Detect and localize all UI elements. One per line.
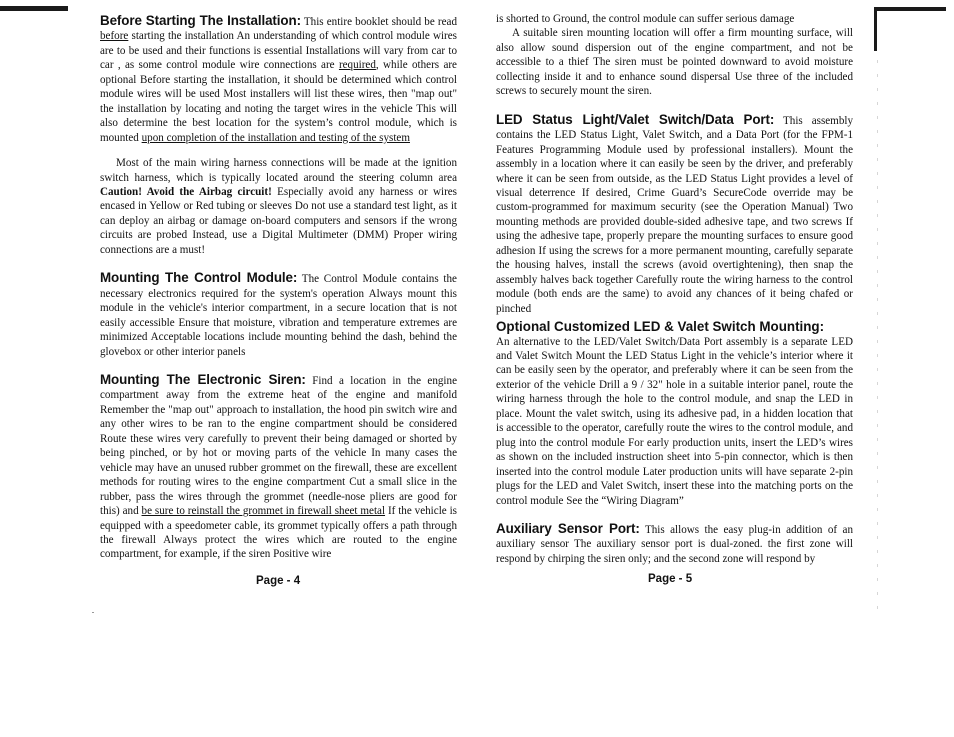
body-text: starting the installation An understanding of which control module wires are to be used and their functions is essential Installations will vary from car to car , as some control module wire connections are <box>100 30 457 72</box>
section-electronic-siren <box>100 373 457 562</box>
section-heading: Before Starting The Installation: <box>100 13 301 28</box>
emphasis-text: upon completion of the installation and testing of the system <box>141 131 410 144</box>
siren-continued-text: is shorted to Ground, the control module can suffer serious damage <box>496 13 795 25</box>
emphasis-text: required <box>338 59 376 72</box>
body-text: Find a location in the engine compartment away from the extreme heat of the engine and manifold Remember the "map out" approach to installation, the hood pin switch wire and any other wires to be ran to the engine compartment should be considered Route these wires very carefully to prevent their being damaged or shorted by being pinched, or by hot or moving parts of the vehicle In many cases the vehicle may have an unused rubber grommet on the firewall, these are excellent methods for routing wires to the engine compartment Cut a small slice in the rubber, pass the wires through the grommet (needle-nose pliers are good for this) and <box>100 374 457 518</box>
section-heading: Mounting The Electronic Siren: <box>100 371 306 387</box>
body-text: This assembly contains the LED Status Light, Valet Switch, and a Data Port (for the FPM-1 Features Programming Module used by professional installers). Mount the assembly in a location where it can easily be seen by the driver, and preferably where it can be seen from outside, as the LED Status Light provides a level of visual deterrence If desired, Crime Guard’s SecureCode override may be custom-programmed for maximum security (see the Operation Manual) Two mounting methods are provided double-sided adhesive tape, and two screws If using the adhesive tape, properly prepare the mounting surfaces to ensure good adhesion If using the screws for a more permanent mounting, carefully separate the housing halves, install the screws (avoid overtightening), then snap the assembly halves back together Carefully route the wiring harness to the control module (both ends are the same) to avoid any chances of it being chafed or pinched <box>496 114 853 315</box>
section-heading: LED Status Light/Valet Switch/Data Port: <box>496 111 775 127</box>
section-heading: Mounting The Control Module: <box>100 270 298 286</box>
section-before-starting <box>100 14 457 145</box>
page-edge-shadow <box>877 60 878 620</box>
emphasis-text: be sure to reinstall the grommet in firewall sheet metal <box>141 505 386 518</box>
scan-speck <box>92 612 94 613</box>
caution-text: Caution! Avoid the Airbag circuit! <box>100 185 272 198</box>
left-page-column <box>100 14 457 562</box>
body-text: Especially avoid any harness or wires encased in Yellow or Red tubing or sleeves Do not use a standard test light, as it can deploy an airbag or damage on-board computers and sensors if the wrong circuits are probed Instead, use a Digital Multimeter (DMM) Proper wiring connections are a must! <box>100 185 457 256</box>
body-text: Most of the main wiring harness connections will be made at the ignition switch harness, which is typically located around the steering column area <box>100 157 457 184</box>
section-control-module <box>100 271 457 359</box>
body-text: This entire booklet should be read <box>300 16 458 28</box>
section-optional-led-text: An alternative to the LED/Valet Switch/Data Port assembly is a separate LED and Valet Switch Mount the LED Status Light in the vehicle’s interior where it can be easily seen by the operator, and preferably where it can be seen from the exterior of the vehicle Drill a 9 / 32" hole in a suitable interior panel, route the wiring harness through the hole to the control module, and snap the LED in place. Mount the valet switch, using its adhesive pad, in a hidden location that is accessible to the operator, carefully route the wires to the control module, and plug into the control module For early production units, insert the LED’s wires as shown on the included instruction sheet into 5-pin connector, which is then inserted into the control module Later production units will have separate 2-pin plugs for the LED and Valet Switch, insert these into the matching ports on the control module See the “Wiring Diagram” <box>496 335 853 507</box>
section-auxiliary-sensor <box>496 522 853 566</box>
section-led-status <box>496 113 853 316</box>
paragraph-ignition-harness <box>100 156 457 257</box>
right-page-column <box>496 12 853 566</box>
scan-corner-mark-vertical <box>874 7 877 51</box>
page-number-right: Page - 5 <box>648 573 693 585</box>
page-number-left: Page - 4 <box>256 575 301 587</box>
scan-corner-mark <box>874 7 946 11</box>
body-text: The Control Module contains the necessary electronics required for the system's operation Always mount this module in the vehicle's interior compartment, in a secure location that is not easily accessible Ensure that moisture, vibration and temperature extremes are minimized Acceptable locations include mounting behind the dash, behind the glovebox or other interior panels <box>100 273 457 358</box>
section-heading: Auxiliary Sensor Port: <box>496 520 640 536</box>
emphasis-text: before <box>100 30 129 43</box>
scan-edge-mark-left <box>0 6 68 11</box>
section-heading: Optional Customized LED & Valet Switch Mounting: <box>496 319 825 335</box>
body-text: If the vehicle is equipped with a speedometer cable, its grommet typically offers a path through the firewall Always protect the wires which are routed to the engine compartment, for example, if the siren Positive wire <box>100 505 457 561</box>
siren-mounting-paragraph: A suitable siren mounting location will offer a firm mounting surface, will also allow sound dispersion out of the engine compartment, and not be accessible to a thief The siren must be pointed downward to avoid moisture collecting inside it and to enhance sound dispersal Use three of the included screws to securely mount the siren. <box>496 27 853 98</box>
body-text: This allows the easy plug-in addition of an auxiliary sensor The auxiliary sensor port is dual-zoned. the first zone will respond by chirping the siren only; and the second zone will respond by <box>496 523 853 565</box>
body-text: , while others are optional Before starting the installation, it should be determined which control module wires will be used Most installers will list these wires, then "map out" the installation by locating and noting the target wires in the vehicle This will also determine the best location for the system’s control module, which is mounted <box>100 59 457 144</box>
